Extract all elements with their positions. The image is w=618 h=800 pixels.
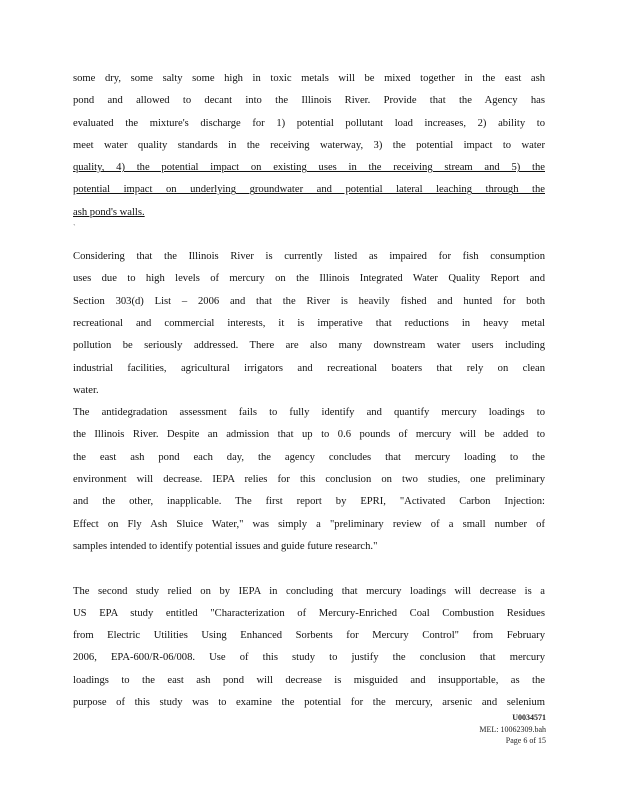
paragraph-2 bbox=[73, 246, 545, 402]
text-line: recreational and commercial interests, it is imperative that reductions in heavy metal bbox=[73, 317, 545, 329]
text-line: Considering that the Illinois River is currently listed as impaired for fish consumption bbox=[73, 251, 545, 263]
text-line: from Electric Utilities Using Enhanced Sorbents for Mercury Control" from February bbox=[73, 630, 545, 642]
document-code: U0034571 bbox=[512, 713, 546, 722]
text-line: water. bbox=[73, 384, 99, 396]
text-line: potential impact on underlying groundwater and potential lateral leaching through the bbox=[73, 184, 545, 196]
page-number: Page 6 of 15 bbox=[505, 736, 546, 745]
revision-mark: ` bbox=[73, 223, 76, 233]
text-line: US EPA study entitled "Characterization of Mercury-Enriched Coal Combustion Residues bbox=[73, 607, 545, 619]
text-line: quality, 4) the potential impact on existing uses in the receiving stream and 5) the bbox=[73, 162, 545, 174]
paragraph-4 bbox=[73, 581, 545, 715]
text-line: samples intended to identify potential issues and guide future research." bbox=[73, 540, 378, 552]
text-line: industrial facilities, agricultural irrigators and recreational boaters that rely on clean bbox=[73, 362, 545, 374]
paragraph-1 bbox=[73, 68, 545, 224]
text-line: and the other, inapplicable. The first report by EPRI, "Activated Carbon Injection: bbox=[73, 496, 545, 508]
text-line: some dry, some salty some high in toxic metals will be mixed together in the east ash bbox=[73, 73, 545, 84]
text-line: the Illinois River. Despite an admission that up to 0.6 pounds of mercury will be added to bbox=[73, 429, 545, 441]
text-line: environment will decrease. IEPA relies for this conclusion on two studies, one preliminary bbox=[73, 474, 545, 486]
text-line: meet water quality standards in the receiving waterway, 3) the potential impact to water bbox=[73, 139, 545, 151]
text-line: 2006, EPA-600/R-06/008. Use of this study to justify the conclusion that mercury bbox=[73, 652, 545, 664]
text-line: pollution be seriously addressed. There are also many downstream water users including bbox=[73, 340, 545, 352]
text-line: the east ash pond each day, the agency concludes that mercury loading to the bbox=[73, 451, 545, 463]
text-line: Section 303(d) List – 2006 and that the River is heavily fished and hunted for both bbox=[73, 295, 545, 307]
text-line: evaluated the mixture's discharge for 1) potential pollutant load increases, 2) ability to bbox=[73, 117, 545, 129]
page-footer bbox=[479, 712, 546, 747]
paragraph-3 bbox=[73, 402, 545, 558]
document-body bbox=[73, 68, 545, 714]
text-line: pond and allowed to decant into the Illinois River. Provide that the Agency has bbox=[73, 95, 545, 107]
text-line: purpose of this study was to examine the potential for the mercury, arsenic and selenium bbox=[73, 697, 545, 709]
file-reference: MEL: 10062309.bah bbox=[479, 724, 546, 734]
text-line: loadings to the east ash pond will decrease is misguided and insupportable, as the bbox=[73, 674, 545, 686]
text-line: ash pond's walls. bbox=[73, 206, 145, 218]
text-line: The second study relied on by IEPA in concluding that mercury loadings will decrease is a bbox=[73, 585, 545, 597]
text-line: The antidegradation assessment fails to fully identify and quantify mercury loadings to bbox=[73, 407, 545, 419]
text-line: Effect on Fly Ash Sluice Water," was simply a "preliminary review of a small number of bbox=[73, 518, 545, 530]
text-line: uses due to high levels of mercury on the Illinois Integrated Water Quality Report and bbox=[73, 273, 545, 285]
